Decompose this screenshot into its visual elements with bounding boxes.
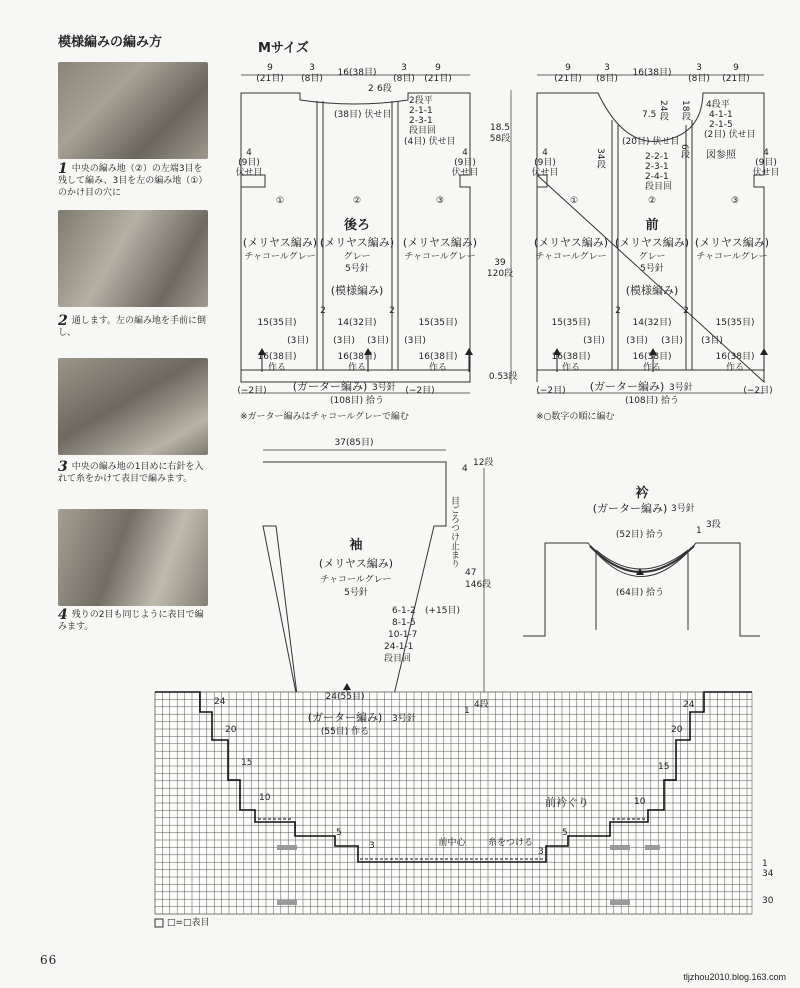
chart-right-row-1: 1 <box>762 859 768 869</box>
sleeve-inc-5: 段目回 <box>384 654 412 664</box>
back-saku-center: 作る <box>347 363 367 373</box>
chart-title: 前衿ぐり <box>545 796 589 809</box>
back-note: ※ガーター編みはチャコールグレーで編む <box>240 412 409 422</box>
back-p2-stitch: (メリヤス編み) <box>319 236 395 249</box>
back-dim-3-right: 3 <box>401 63 407 73</box>
chart-center: 前中心 <box>438 838 466 848</box>
front-p1-color: チャコールグレー <box>535 252 607 262</box>
front-dim-8-right: (8目) <box>688 74 710 84</box>
chart-right-row-5: 5 <box>562 828 568 838</box>
front-dec-b-4: 段目回 <box>645 182 673 192</box>
back-h-body: 39 <box>494 258 506 268</box>
back-side-right-3: 伏せ目 <box>451 168 479 178</box>
front-side-left-2: (9目) <box>534 158 556 168</box>
back-cast-right: 16(38目) <box>418 352 458 362</box>
front-v34: 34段 <box>595 148 605 169</box>
front-note: ※○数字の順に編む <box>536 412 615 422</box>
chart-left-row-5: 5 <box>336 828 342 838</box>
chart-left-row-10: 10 <box>259 793 271 803</box>
front-dec-right: (−2目) <box>743 386 773 396</box>
back-cast-center: 16(38目) <box>337 352 377 362</box>
collar-top-pick: (52目) 拾う <box>615 530 665 540</box>
sleeve-inc-3: 10-1-7 <box>388 630 418 640</box>
back-two-left: 2 <box>320 306 326 316</box>
back-p3-color: チャコールグレー <box>404 252 476 262</box>
back-neck-bind: (38目) 伏せ目 <box>334 110 392 120</box>
chart-right-row-24: 24 <box>683 700 695 710</box>
front-two-left: 2 <box>615 306 621 316</box>
step-2-number: 2 <box>58 313 68 329</box>
back-h-garter: 0.5 <box>488 372 504 382</box>
size-title: Mサイズ <box>258 41 309 56</box>
step-4-number: 4 <box>58 607 68 623</box>
front-dim-3-right: 3 <box>696 63 702 73</box>
front-p2-num: ② <box>647 196 657 206</box>
collar-stitch: (ガーター編み) <box>592 502 668 515</box>
sleeve-inc-4: 24-1-1 <box>384 642 414 652</box>
back-dim-21-right: (21目) <box>424 74 452 84</box>
back-saku-left: 作る <box>267 363 287 373</box>
front-dim-21-left: (21目) <box>554 74 582 84</box>
back-side-left-1: 4 <box>246 148 252 158</box>
front-title: 前 <box>645 218 659 233</box>
chart-right-row-3: 3 <box>538 847 544 857</box>
back-p1-color: チャコールグレー <box>244 252 316 262</box>
front-pickup: (108目) 拾う <box>624 396 680 406</box>
front-saku-left: 作る <box>561 363 581 373</box>
back-dec-1: 2段平 <box>409 96 433 106</box>
back-p2-needle: 5号針 <box>345 264 369 274</box>
front-p2-stitch: (メリヤス編み) <box>614 236 690 249</box>
collar-needle: 3号針 <box>671 504 695 514</box>
chart-left-row-20: 20 <box>225 725 237 735</box>
back-dim-9-left: 9 <box>267 63 273 73</box>
back-dim-21-left: (21目) <box>256 74 284 84</box>
front-saku-center: 作る <box>642 363 662 373</box>
back-p3-stitch: (メリヤス編み) <box>402 236 478 249</box>
sleeve-bot-rows: 4段 <box>474 700 489 710</box>
front-dec-left: (−2目) <box>536 386 566 396</box>
back-three-1: (3目) <box>287 336 309 346</box>
front-needle3: 3号針 <box>669 383 693 393</box>
collar-rows: 3段 <box>706 520 721 530</box>
front-dec-a-1: 4段平 <box>706 100 730 110</box>
back-dec-right: (−2目) <box>405 386 435 396</box>
chart-left-row-15: 15 <box>241 758 253 768</box>
back-p1-num: ① <box>275 196 285 206</box>
front-width-right: 15(35目) <box>715 318 755 328</box>
sleeve-top-width: 37(85目) <box>334 438 374 448</box>
front-cast-right: 16(38目) <box>715 352 755 362</box>
back-saku-right: 作る <box>428 363 448 373</box>
front-width-center: 14(32目) <box>632 318 672 328</box>
front-garter: (ガーター編み) <box>589 380 665 393</box>
page-number: 66 <box>40 953 58 967</box>
back-h-total: 18.5 <box>489 123 511 133</box>
front-p3-stitch: (メリヤス編み) <box>694 236 770 249</box>
sleeve-inc-2: 8-1-5 <box>392 618 416 628</box>
sleeve-mid-h: 47 <box>465 568 477 578</box>
back-pattern: (模様編み) <box>330 284 384 297</box>
sleeve-stitch: (メリヤス編み) <box>318 557 394 570</box>
front-saku-right: 作る <box>725 363 745 373</box>
back-dec-2: 2-1-1 <box>409 106 433 116</box>
front-neck-18: 18段 <box>680 100 690 121</box>
front-three-3: (3目) <box>661 336 683 346</box>
sleeve-top-rows: 12段 <box>473 458 494 468</box>
front-p1-stitch: (メリヤス編み) <box>533 236 609 249</box>
sleeve-bot-h: 1 <box>464 706 470 716</box>
front-dim-3-left: 3 <box>604 63 610 73</box>
back-dec-left: (−2目) <box>237 386 267 396</box>
step-1-text: 中央の編み地（②）の左端3目を残して編み、3目を左の編み地（①）のかけ目の穴に <box>58 164 208 198</box>
back-width-right: 15(35目) <box>418 318 458 328</box>
sleeve-needle3: 3号針 <box>392 714 416 724</box>
back-center-bind: (4目) 伏せ目 <box>404 137 456 147</box>
front-three-2: (3目) <box>626 336 648 346</box>
front-dim-9-left: 9 <box>565 63 571 73</box>
collar-h: 1 <box>696 526 702 536</box>
step-1-number: 1 <box>58 161 68 177</box>
front-six-rows: 6段 <box>679 144 689 159</box>
sleeve-bottom-width: 24(55目) <box>325 692 365 702</box>
back-width-center: 14(32目) <box>337 318 377 328</box>
back-p2-color: グレー <box>343 252 371 262</box>
back-side-left-3: 伏せ目 <box>235 168 263 178</box>
front-dec-a-3: 2-1-5 <box>709 120 733 130</box>
back-side-left-2: (9目) <box>238 158 260 168</box>
front-dec-a-2: 4-1-1 <box>709 110 733 120</box>
front-side-left-3: 伏せ目 <box>531 168 559 178</box>
back-width-left: 15(35目) <box>257 318 297 328</box>
chart-right-row-15: 15 <box>658 762 670 772</box>
front-pattern: (模様編み) <box>625 284 679 297</box>
front-p3-color: チャコールグレー <box>696 252 768 262</box>
front-bind-center: (20目) 伏せ目 <box>622 137 680 147</box>
chart-legend: □=□表目 <box>167 918 210 928</box>
front-neck-rows: 24段 <box>658 100 668 121</box>
back-h-garter-rows: 3段 <box>502 372 518 382</box>
back-dim-3-left: 3 <box>309 63 315 73</box>
front-p1-num: ① <box>569 196 579 206</box>
back-three-4: (3目) <box>404 336 426 346</box>
sleeve-garter: (ガーター編み) <box>307 711 383 724</box>
front-side-right-1: 4 <box>763 148 769 158</box>
sleeve-inc-total: (+15目) <box>425 606 461 616</box>
back-garter: (ガーター編み) <box>292 380 368 393</box>
back-pickup: (108目) 拾う <box>329 396 385 406</box>
back-three-2: (3目) <box>333 336 355 346</box>
front-dim-9-right: 9 <box>733 63 739 73</box>
back-two-right: 2 <box>389 306 395 316</box>
front-three-4: (3目) <box>701 336 723 346</box>
chart-left-row-24: 24 <box>214 697 226 707</box>
site-watermark: tljzhou2010.blog.163.com <box>683 972 786 982</box>
back-cast-left: 16(38目) <box>257 352 297 362</box>
back-dim-8-left: (8目) <box>301 74 323 84</box>
back-p3-num: ③ <box>435 196 445 206</box>
sleeve-color: チャコールグレー <box>320 575 392 585</box>
section-title: 模様編みの編み方 <box>58 35 163 50</box>
sleeve-cast: (55目) 作る <box>320 727 370 737</box>
sleeve-mid-rows: 146段 <box>465 580 492 590</box>
back-side-right-1: 4 <box>462 148 468 158</box>
chart-right-row-34: 34 <box>762 869 774 879</box>
step-3-number: 3 <box>58 459 68 475</box>
collar-title: 衿 <box>635 486 649 501</box>
front-dec-b-2: 2-3-1 <box>645 162 669 172</box>
back-dim-8-right: (8目) <box>393 74 415 84</box>
front-side-right-3: 伏せ目 <box>752 168 780 178</box>
front-cast-center: 16(38目) <box>632 352 672 362</box>
back-needle3: 3号針 <box>372 383 396 393</box>
front-p2-needle: 5号針 <box>640 264 664 274</box>
sleeve-title: 袖 <box>349 538 363 553</box>
chart-right-row-10: 10 <box>634 797 646 807</box>
front-three-1: (3目) <box>583 336 605 346</box>
front-dim-21-right: (21目) <box>722 74 750 84</box>
chart-right-row-30: 30 <box>762 896 774 906</box>
step-3-text: 中央の編み地の1目めに右針を入れて糸をかけて表目で編みます。 <box>58 462 204 484</box>
back-dec-4: 段目回 <box>409 126 437 136</box>
sleeve-kokoro: 目ごろつけ止まり <box>449 496 459 568</box>
back-h-total-rows: 58段 <box>489 134 511 144</box>
collar-bottom-pick: (64目) 拾う <box>615 588 665 598</box>
back-h-body-rows: 120段 <box>486 269 514 279</box>
front-neck-depth: 7.5 <box>642 110 657 120</box>
chart-attach: 糸をつける <box>488 838 534 848</box>
front-cast-left: 16(38目) <box>551 352 591 362</box>
back-neck-rows: 6段 <box>377 84 392 94</box>
back-p2-num: ② <box>352 196 362 206</box>
front-dec-b-3: 2-4-1 <box>645 172 669 182</box>
chart-left-row-3: 3 <box>369 841 375 851</box>
front-p3-num: ③ <box>730 196 740 206</box>
back-side-right-2: (9目) <box>454 158 476 168</box>
front-two-right: 2 <box>683 306 689 316</box>
back-dim-9-right: 9 <box>435 63 441 73</box>
back-three-3: (3目) <box>367 336 389 346</box>
front-side-right-2: (9目) <box>755 158 777 168</box>
front-dec-b-1: 2-2-1 <box>645 152 669 162</box>
front-dec-a-4: (2目) 伏せ目 <box>704 130 756 140</box>
back-dim-center: 16(38目) <box>337 68 377 78</box>
back-dec-3: 2-3-1 <box>409 116 433 126</box>
front-see-fig: 図参照 <box>706 150 736 161</box>
sleeve-needle: 5号針 <box>344 588 368 598</box>
back-title: 後ろ <box>343 218 371 233</box>
front-dim-8-left: (8目) <box>596 74 618 84</box>
step-2-text: 通します。左の編み地を手前に倒し、 <box>58 316 207 338</box>
back-neck-2: 2 <box>368 84 374 94</box>
front-dim-center: 16(38目) <box>632 68 672 78</box>
chart-right-row-20: 20 <box>671 725 683 735</box>
back-p1-stitch: (メリヤス編み) <box>242 236 318 249</box>
front-p2-color: グレー <box>638 252 666 262</box>
sleeve-inc-1: 6-1-2 <box>392 606 416 616</box>
front-width-left: 15(35目) <box>551 318 591 328</box>
step-4-text: 残りの2目も同じように表目で編みます。 <box>58 610 204 632</box>
sleeve-top-h: 4 <box>462 464 468 474</box>
front-side-left-1: 4 <box>542 148 548 158</box>
